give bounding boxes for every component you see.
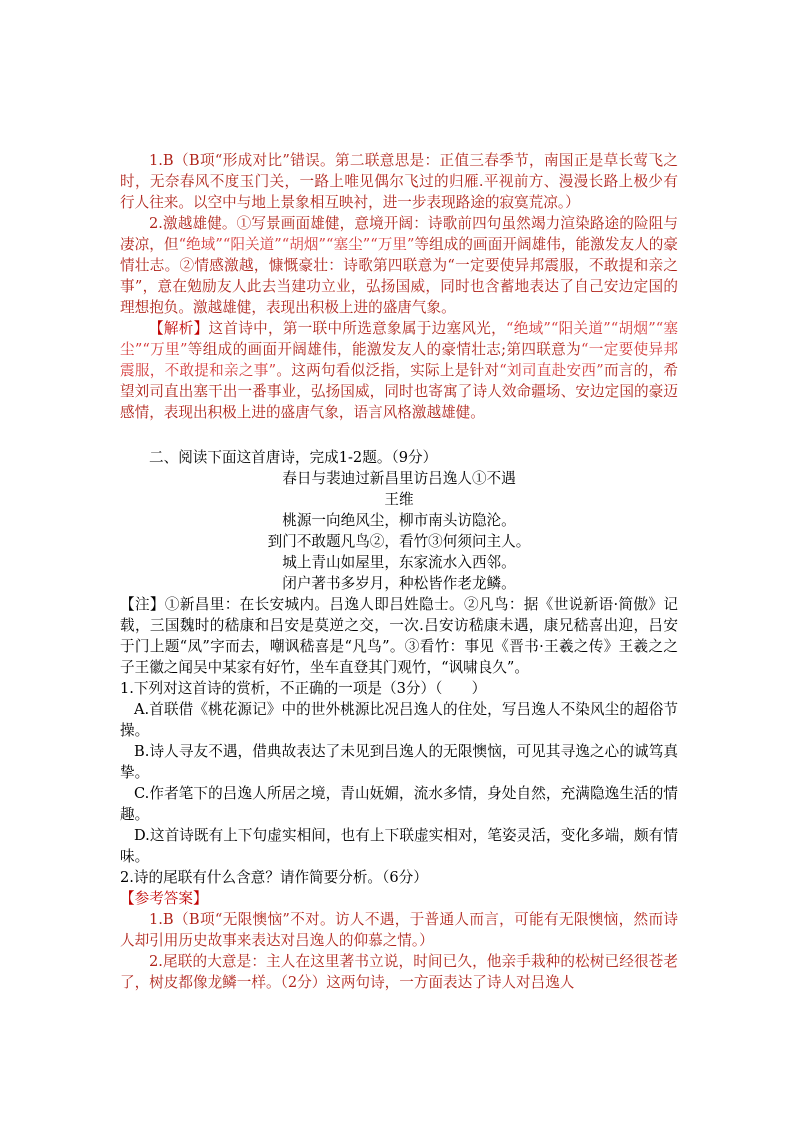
answer-2-text-a: 2.激越雄健。①写景画面雄健，意境开阔：诗歌前四句虽然竭力渲染路途的险阻与凄凉，但 xyxy=(120,215,678,253)
answer-2-paragraph xyxy=(120,213,678,318)
analysis-quote-jueyu: “绝域” xyxy=(505,320,551,337)
analysis-paragraph xyxy=(120,318,678,423)
poem-line-4: 闭户著书多岁月，种松皆作老龙鳞。 xyxy=(282,575,516,592)
section-2-heading: 二、阅读下面这首唐诗，完成1-2题。（9分） xyxy=(149,449,438,466)
analysis-quote-yangguandao: “阳关道” xyxy=(550,320,611,337)
analysis-quote-fourth-couplet: “一定要使异邦震服，不敢提和亲之事” xyxy=(120,341,679,379)
notes-label: 【注】 xyxy=(120,596,165,613)
analysis-quote-saichen: “塞尘” xyxy=(120,320,679,358)
poem-title: 春日与裴迪过新昌里访吕逸人①不遇 xyxy=(282,470,516,487)
option-d: D.这首诗既有上下句虚实相间，也有上下联虚实相对，笔姿灵活，变化多端，颇有情味。 xyxy=(120,827,678,865)
notes-text: ①新昌里：在长安城内。吕逸人即吕姓隐士。②凡鸟：据《世说新语·简傲》记载，三国魏时的嵇康和吕安是莫逆之交，一次.吕安访嵇康未遇，康兄嵇喜出迎，吕安于门上题“凤”字而去，嘲讽嵇喜是“凡鸟”。③看竹：事见《晋书·王羲之传》王羲之之子王徽之闻吴中某家有好竹，坐车直登其门观竹，“讽啸良久”。 xyxy=(120,596,678,676)
reference-answer-1: 1.B（B项“无限懊恼”不对。访人不遇，于普通人而言，可能有无限懊恼，然而诗人却引用历史故事来表达对吕逸人的仰慕之情。） xyxy=(120,911,678,949)
option-b: B.诗人寻友不遇，借典故表达了未见到吕逸人的无限懊恼，可见其寻逸之心的诚笃真挚。 xyxy=(120,743,678,781)
analysis-text-d: 而言的，希望刘司直出塞干出一番事业，弘扬国威，同时也寄寓了诗人效命疆场、安边定国的豪迈感情，表现出积极上进的盛唐气象，语言风格激越雄健。 xyxy=(120,362,678,421)
poem-author: 王维 xyxy=(384,491,414,508)
quote-wanli: “万里” xyxy=(370,236,415,253)
question-2: 2.诗的尾联有什么含意？请作简要分析。（6分） xyxy=(120,869,428,886)
analysis-label: 【解析】 xyxy=(149,320,209,337)
quote-jueyu: “绝域” xyxy=(178,236,223,253)
poem-line-1: 桃源一向绝风尘，柳市南头访隐沦。 xyxy=(282,512,516,529)
analysis-text-c: 。这两句看似泛指，实际上是针对 xyxy=(276,362,500,379)
analysis-quote-wanli: “万里” xyxy=(142,341,188,358)
analysis-quote-huyan: “胡烟” xyxy=(610,320,656,337)
answer-2-text-b: 等组成的画面开阔雄伟，能激发友人的豪情壮志。②情感激越，慷慨豪壮：诗歌第四联意为“一定要使异邦震服，不敢提和亲之事”，意在勉励友人此去当建功立业，弘扬国威，同时也含蓄地表达了自己安边定国的理想抱负。激越雄健，表现出积极上进的盛唐气象。 xyxy=(120,236,678,316)
quote-huyan: “胡烟” xyxy=(281,236,326,253)
answer-1-paragraph: 1.B（B项“形成对比”错误。第二联意思是：正值三春季节，南国正是草长莺飞之时，无奈春风不度玉门关，一路上唯见偶尔飞过的归雁.平视前方、漫漫长路上极少有行人往来。以空中与地上景象相互映衬，进一步表现路途的寂寞荒凉。） xyxy=(120,152,678,211)
poem-line-2: 到门不敢题凡鸟②，看竹③何须问主人。 xyxy=(267,533,531,550)
document-page xyxy=(120,150,678,993)
poem-notes xyxy=(120,594,678,678)
quote-yangguandao: “阳关道” xyxy=(222,236,282,253)
analysis-quote-liusizhi: “刘司直赴安西” xyxy=(499,362,604,379)
analysis-text-b: 等组成的画面开阔雄伟，能激发友人的豪情壮志;第四联意为 xyxy=(187,341,582,358)
option-a: A.首联借《桃花源记》中的世外桃源比况吕逸人的住处，写吕逸人不染风尘的超俗节操。 xyxy=(120,701,678,739)
poem-line-3: 城上青山如屋里，东家流水入西邻。 xyxy=(282,554,516,571)
reference-answer-label: 【参考答案】 xyxy=(120,890,208,907)
reference-answer-2: 2.尾联的大意是：主人在这里著书立说，时间已久，他亲手栽种的松树已经很苍老了，树皮都像龙鳞一样。（2分）这两句诗，一方面表达了诗人对吕逸人 xyxy=(120,953,678,991)
option-c: C.作者笔下的吕逸人所居之境，青山妩媚，流水多情，身处自然，充满隐逸生活的情趣。 xyxy=(120,785,678,823)
analysis-text-a: 这首诗中，第一联中所选意象属于边塞风光， xyxy=(208,320,506,337)
quote-saichen: “塞尘” xyxy=(325,236,371,253)
question-1: 1.下列对这首诗的赏析，不正确的一项是（3分）（ ） xyxy=(120,680,487,697)
